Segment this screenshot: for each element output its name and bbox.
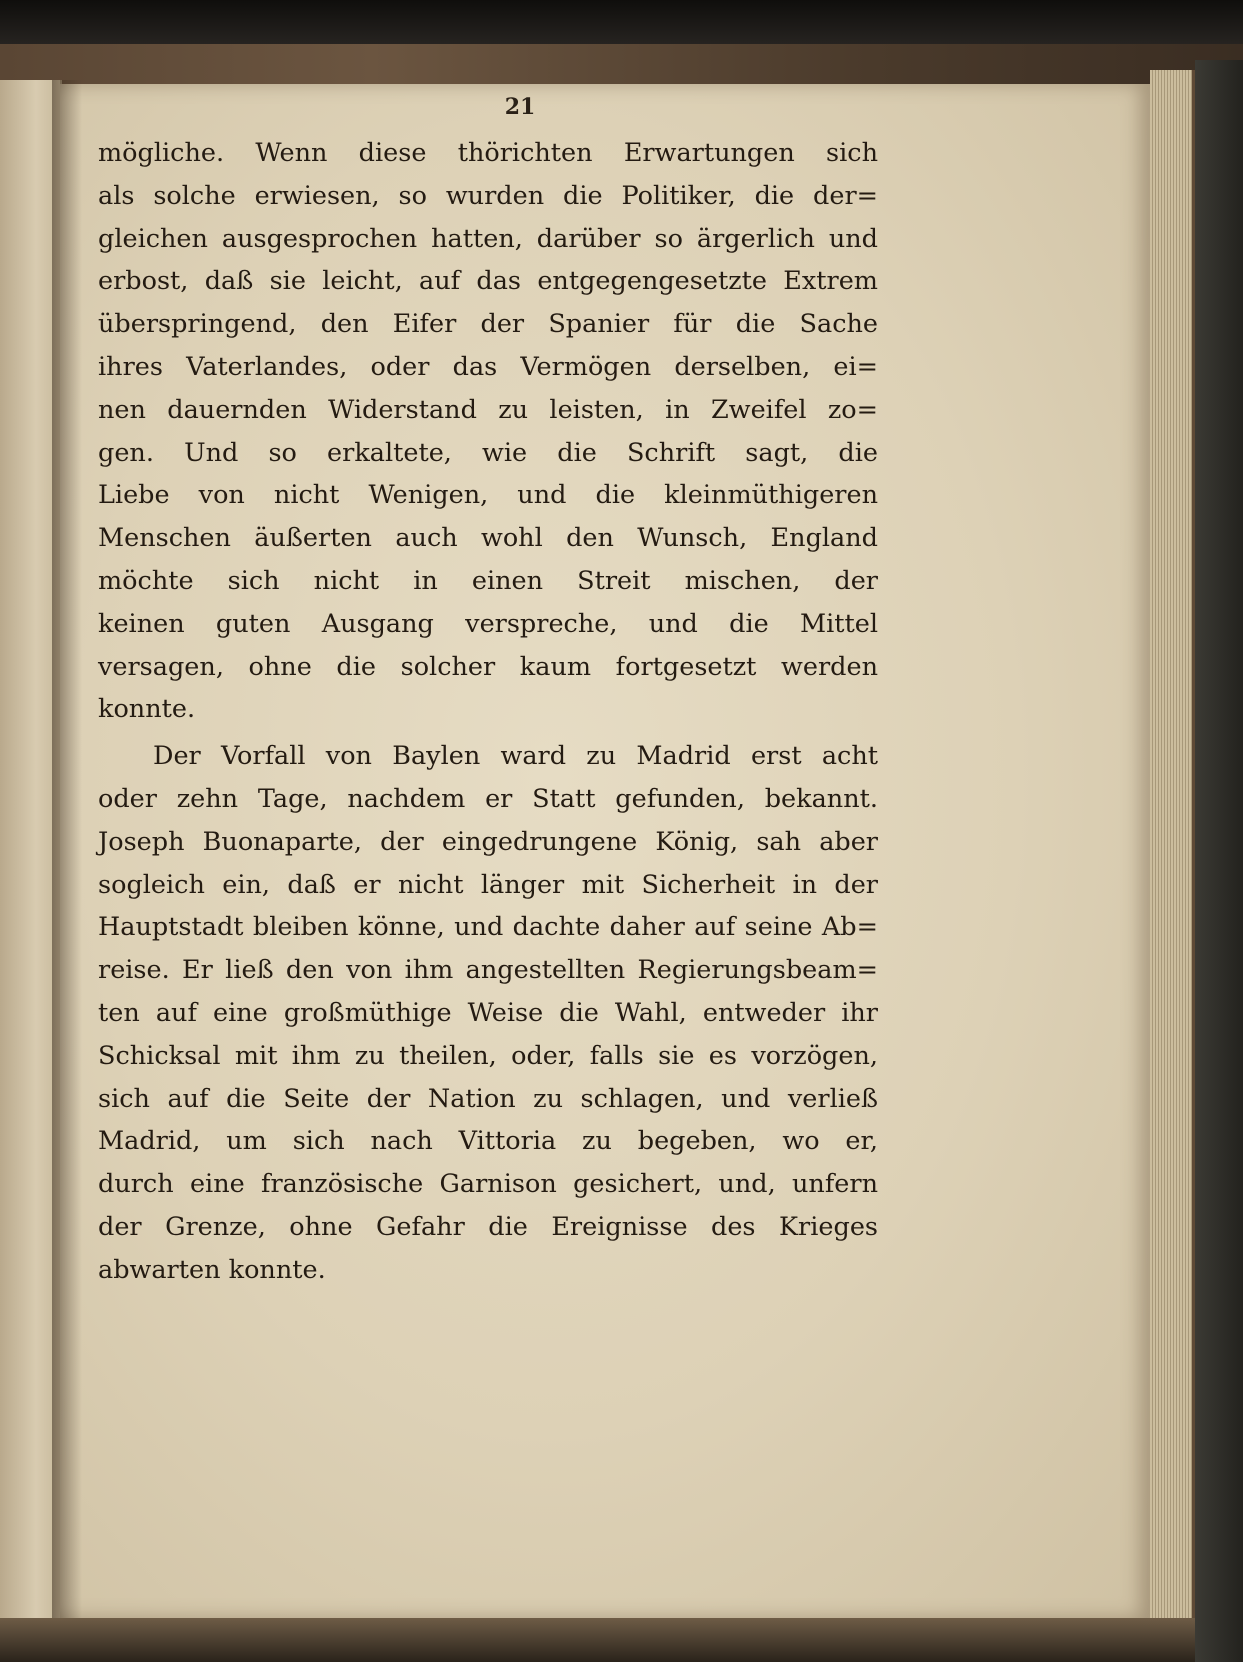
scan-top-strip xyxy=(0,0,1243,44)
text-line: oder zehn Tage, nachdem er Statt gefunden, bekannt. xyxy=(98,783,878,814)
text-line: Schicksal mit ihm zu theilen, oder, falls sie es vorzögen, xyxy=(98,1040,878,1071)
text-line: versagen, ohne die solcher kaum fortgesetzt werden xyxy=(98,651,878,682)
text-line: ten auf eine großmüthige Weise die Wahl, entweder ihr xyxy=(98,997,878,1028)
text-line: der Grenze, ohne Gefahr die Ereignisse des Krieges xyxy=(98,1211,878,1242)
text-line: reise. Er ließ den von ihm angestellten Regierungsbeam= xyxy=(98,955,878,986)
book-bottom-edge xyxy=(0,1618,1195,1662)
text-line: möchte sich nicht in einen Streit mischen, der xyxy=(98,565,878,596)
text-line: gen. Und so erkaltete, wie die Schrift sagt, die xyxy=(98,437,878,468)
book-cover-right xyxy=(1195,60,1243,1662)
book-binding-top xyxy=(0,44,1243,84)
text-line: als solche erwiesen, so wurden die Politiker, die der= xyxy=(98,180,878,211)
text-line: sich auf die Seite der Nation zu schlagen, und verließ xyxy=(98,1083,878,1114)
page-gutter-shadow xyxy=(52,80,82,1620)
paragraph xyxy=(98,735,878,1291)
text-line: abwarten konnte. xyxy=(98,1254,326,1285)
text-line: mögliche. Wenn diese thörichten Erwartungen sich xyxy=(98,138,878,168)
text-line: erbost, daß sie leicht, auf das entgegengesetzte Extrem xyxy=(98,266,878,297)
text-line: keinen guten Ausgang verspreche, und die Mittel xyxy=(98,608,878,639)
body-text xyxy=(98,132,878,1292)
text-line: Joseph Buonaparte, der eingedrungene König, sah aber xyxy=(98,826,878,857)
page-number: 21 xyxy=(504,94,536,120)
text-line: konnte. xyxy=(98,694,196,725)
text-line: Menschen äußerten auch wohl den Wunsch, England xyxy=(98,523,878,554)
text-line: Hauptstadt bleiben könne, und dachte daher auf seine Ab= xyxy=(98,912,878,943)
text-line: Liebe von nicht Wenigen, und die kleinmüthigeren xyxy=(98,480,878,511)
paragraph xyxy=(98,132,878,731)
text-line: überspringend, den Eifer der Spanier für die Sache xyxy=(98,309,878,340)
text-line: Madrid, um sich nach Vittoria zu begeben, wo er, xyxy=(98,1126,878,1157)
text-line: durch eine französische Garnison gesichert, und, unfern xyxy=(98,1169,878,1200)
text-line: gleichen ausgesprochen hatten, darüber so ärgerlich und xyxy=(98,223,878,254)
text-line: Der Vorfall von Baylen ward zu Madrid erst acht xyxy=(153,741,878,772)
text-line: nen dauernden Widerstand zu leisten, in Zweifel zo= xyxy=(98,394,878,425)
text-line: sogleich ein, daß er nicht länger mit Sicherheit in der xyxy=(98,869,878,900)
page-stack-fore-edge xyxy=(1150,70,1195,1630)
text-line: ihres Vaterlandes, oder das Vermögen derselben, ei= xyxy=(98,351,878,382)
